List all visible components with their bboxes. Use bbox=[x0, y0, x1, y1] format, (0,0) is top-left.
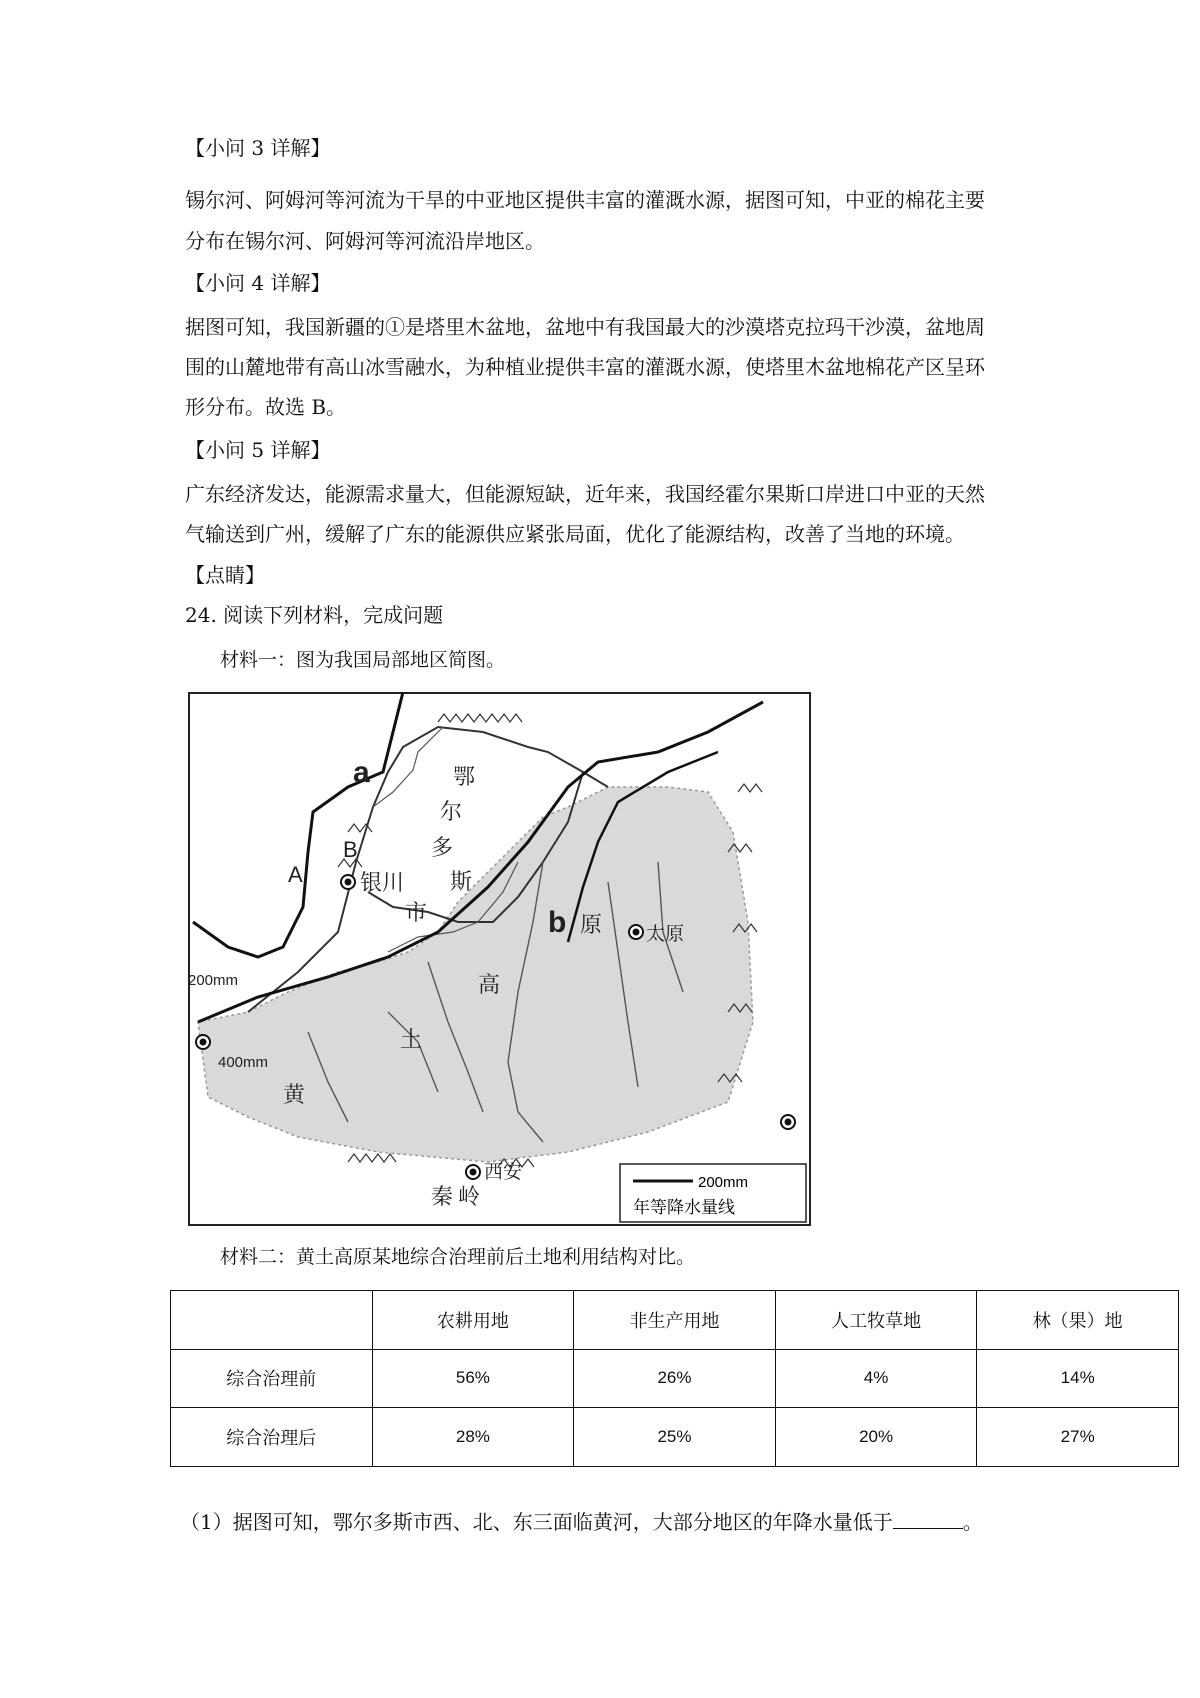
map-label-si: 斯 bbox=[450, 869, 473, 894]
map-label-er: 尔 bbox=[440, 799, 463, 824]
paragraph-line: 围的山麓地带有高山冰雪融水，为种植业提供丰富的灌溉水源，使塔里木盆地棉花产区呈环 bbox=[185, 355, 985, 379]
table-cell: 14% bbox=[977, 1349, 1179, 1408]
map-label-B: B bbox=[343, 837, 358, 862]
table-cell: 4% bbox=[775, 1349, 977, 1408]
map-label-taiyuan: 太原 bbox=[646, 924, 685, 945]
map-label-tu: 土 bbox=[400, 1027, 423, 1052]
table-row-label: 综合治理前 bbox=[171, 1349, 373, 1408]
table-cell: 56% bbox=[372, 1349, 574, 1408]
table-header-cell: 人工牧草地 bbox=[775, 1291, 977, 1350]
paragraph-line: 锡尔河、阿姆河等河流为干旱的中亚地区提供丰富的灌溉水源，据图可知，中亚的棉花主要 bbox=[185, 188, 985, 212]
question-1 bbox=[180, 1508, 983, 1535]
table-cell: 26% bbox=[574, 1349, 776, 1408]
map-label-gao: 高 bbox=[478, 972, 501, 997]
map-label-b: b bbox=[548, 906, 567, 939]
paragraph-line: 形分布。故选 B。 bbox=[185, 395, 347, 419]
question-1-end: 。 bbox=[962, 1510, 983, 1534]
map-label-A: A bbox=[288, 862, 303, 887]
table-header-cell bbox=[171, 1291, 373, 1350]
paragraph-line: 据图可知，我国新疆的①是塔里木盆地，盆地中有我国最大的沙漠塔克拉玛干沙漠，盆地周 bbox=[185, 315, 985, 339]
map-label-200mm: 200mm bbox=[188, 972, 239, 989]
map-label-duo: 多 bbox=[431, 835, 454, 860]
paragraph-line: 广东经济发达，能源需求量大，但能源短缺，近年来，我国经霍尔果斯口岸进口中亚的天然 bbox=[185, 482, 985, 506]
map-label-xian: 西安 bbox=[484, 1162, 523, 1183]
map-label-e: 鄂 bbox=[453, 764, 476, 789]
legend-caption: 年等降水量线 bbox=[633, 1198, 735, 1217]
question-24-title: 24. 阅读下列材料，完成问题 bbox=[185, 603, 444, 627]
paragraph-line: 分布在锡尔河、阿姆河等河流沿岸地区。 bbox=[185, 229, 545, 253]
map-legend bbox=[620, 1164, 806, 1222]
material-two-caption: 材料二：黄土高原某地综合治理前后土地利用结构对比。 bbox=[220, 1246, 696, 1268]
section-heading-tips: 【点睛】 bbox=[185, 563, 265, 587]
table-row bbox=[171, 1349, 1179, 1408]
land-use-table bbox=[170, 1290, 1179, 1467]
paragraph-line: 气输送到广州，缓解了广东的能源供应紧张局面，优化了能源结构，改善了当地的环境。 bbox=[185, 522, 965, 546]
answer-blank[interactable] bbox=[893, 1508, 963, 1529]
legend-value: 200mm bbox=[698, 1174, 749, 1191]
table-header-cell: 非生产用地 bbox=[574, 1291, 776, 1350]
table-header-cell: 林（果）地 bbox=[977, 1291, 1179, 1350]
regional-map bbox=[188, 692, 811, 1226]
table-header-row bbox=[171, 1291, 1179, 1350]
map-label-huang: 黄 bbox=[283, 1082, 306, 1107]
map-label-qin: 秦 bbox=[431, 1184, 454, 1209]
map-label-400mm: 400mm bbox=[218, 1054, 269, 1071]
table-cell: 27% bbox=[977, 1408, 1179, 1467]
table-header-cell: 农耕用地 bbox=[372, 1291, 574, 1350]
section-heading-q4: 【小问 4 详解】 bbox=[185, 271, 331, 295]
map-label-ling: 岭 bbox=[458, 1184, 481, 1209]
question-1-text: （1）据图可知，鄂尔多斯市西、北、东三面临黄河，大部分地区的年降水量低于 bbox=[180, 1510, 893, 1534]
table-cell: 25% bbox=[574, 1408, 776, 1467]
map-label-shi: 市 bbox=[405, 900, 428, 925]
section-heading-q3: 【小问 3 详解】 bbox=[185, 136, 331, 160]
table-row-label: 综合治理后 bbox=[171, 1408, 373, 1467]
map-label-yinchuan: 银川 bbox=[360, 870, 405, 895]
table-cell: 28% bbox=[372, 1408, 574, 1467]
map-label-a: a bbox=[353, 756, 370, 789]
material-one-caption: 材料一：图为我国局部地区简图。 bbox=[220, 649, 506, 671]
table-row bbox=[171, 1408, 1179, 1467]
section-heading-q5: 【小问 5 详解】 bbox=[185, 438, 331, 462]
map-label-yuan: 原 bbox=[580, 912, 603, 937]
table-cell: 20% bbox=[775, 1408, 977, 1467]
